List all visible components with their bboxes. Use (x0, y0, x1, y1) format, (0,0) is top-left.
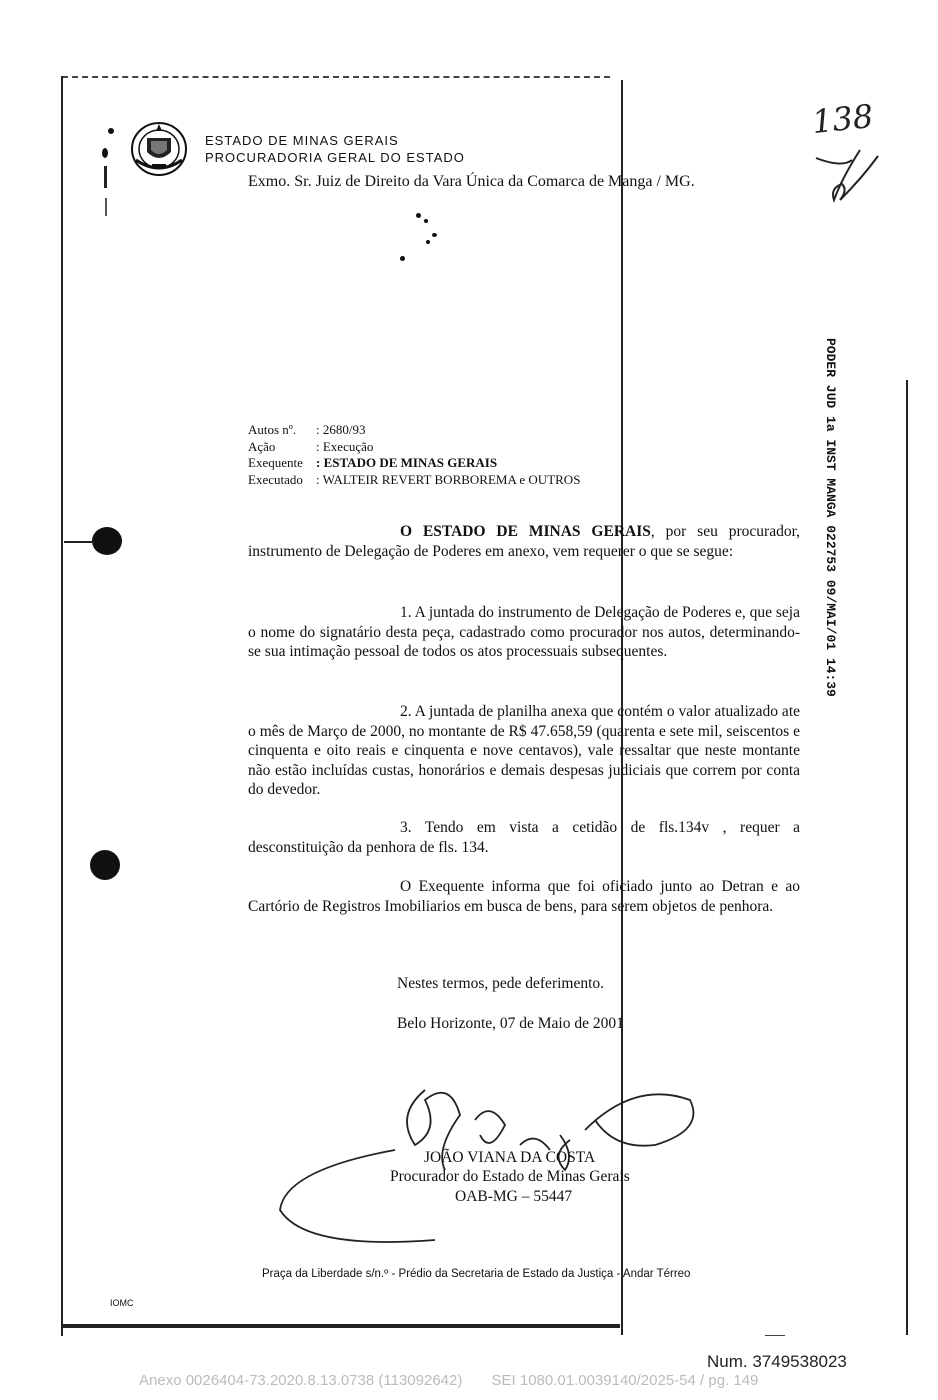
item-3: 3. Tendo em vista a cetidão de fls.134v , requer a desconstituição da penhora de fls. 134. (248, 819, 800, 856)
footer-code: IOMC (110, 1298, 134, 1308)
signatory-oab: OAB-MG – 55447 (455, 1188, 573, 1205)
signatory-title: Procurador do Estado de Minas Gerais (390, 1168, 630, 1185)
handwritten-page-number: 138 (810, 96, 875, 142)
case-value: : Execução (316, 438, 374, 454)
coat-of-arms-emblem (128, 120, 190, 178)
item-1: 1. A juntada do instrumento de Delegação de Poderes e, que seja o nome do signatário desta peça, cadastrado como procurador nos autos, determinando-se sua intimação pessoal de todos os atos processuais subsequentes. (248, 604, 800, 660)
frame-bottom-dash (765, 1335, 785, 1336)
speck (426, 240, 430, 244)
handwritten-rubric (812, 148, 882, 213)
place-date: Belo Horizonte, 07 de Maio de 2001 (397, 1015, 624, 1032)
case-info (248, 422, 580, 488)
frame-right-line (906, 380, 908, 1335)
margin-dot (102, 148, 108, 158)
case-row-autos (248, 422, 580, 439)
punch-hole-mark (92, 527, 122, 555)
case-label: Autos nº. (248, 422, 297, 437)
frame-left-line (61, 76, 63, 1336)
punch-hole-tail (64, 541, 94, 543)
margin-mark (105, 198, 107, 216)
intro-text: , por seu procurador, instrumento de Delegação de Poderes em anexo, vem requerer o que se segue: (248, 523, 800, 560)
case-label: Exequente (248, 455, 303, 470)
case-value: : ESTADO DE MINAS GERAIS (316, 455, 498, 470)
signatory-name: JOÃO VIANA DA COSTA (424, 1149, 596, 1166)
margin-mark (104, 166, 107, 188)
frame-bottom-line (62, 1324, 620, 1328)
punch-hole-mark (90, 850, 120, 880)
record-number: Num. 3749538023 (707, 1352, 847, 1371)
footer-address: Praça da Liberdade s/n.º - Prédio da Secretaria de Estado da Justiça - Andar Térreo (262, 1268, 691, 1280)
case-label: Executado (248, 471, 303, 487)
header-agency: PROCURADORIA GERAL DO ESTADO (205, 150, 465, 165)
case-value: : WALTEIR REVERT BORBOREMA e OUTROS (316, 471, 581, 487)
closing: Nestes termos, pede deferimento. (397, 975, 605, 992)
speck (432, 233, 437, 237)
item-2: 2. A juntada de planilha anexa que contém o valor atualizado ate o mês de Março de 2000, no montante de R$ 47.658,59 (quarenta e sete mil, seiscentos e cinquenta e oito reais e cinquenta e nove centavos), vale ressaltar que neste montante não estão incluídas custas, honorários e demais despesas judiciais que correm por conta do devedor. (248, 703, 800, 798)
case-row-executado (248, 472, 580, 489)
margin-dot (108, 128, 114, 134)
case-label: Ação (248, 438, 276, 454)
speck (416, 213, 421, 218)
speck (400, 256, 405, 261)
frame-top-line (62, 76, 610, 78)
item-info: O Exequente informa que foi oficiado junto ao Detran e ao Cartório de Registros Imobiliarios em busca de bens, para serem objetos de penhora. (248, 878, 800, 915)
header-state: ESTADO DE MINAS GERAIS (205, 133, 399, 148)
intro-paragraph (248, 522, 800, 561)
court-protocol-stamp: PODER JUD 1a INST MANGA 022753 09/MAI/01 14:39 (823, 338, 838, 697)
case-value: : 2680/93 (316, 422, 366, 437)
intro-party: O ESTADO DE MINAS GERAIS (400, 523, 651, 540)
case-row-acao (248, 439, 580, 456)
addressee: Exmo. Sr. Juiz de Direito da Vara Única da Comarca de Manga / MG. (248, 173, 695, 190)
speck (424, 219, 428, 223)
record-annex-line: Anexo 0026404-73.2020.8.13.0738 (113092642) SEI 1080.01.0039140/2025-54 / pg. 149 (139, 1372, 759, 1389)
case-row-exequente (248, 455, 580, 472)
